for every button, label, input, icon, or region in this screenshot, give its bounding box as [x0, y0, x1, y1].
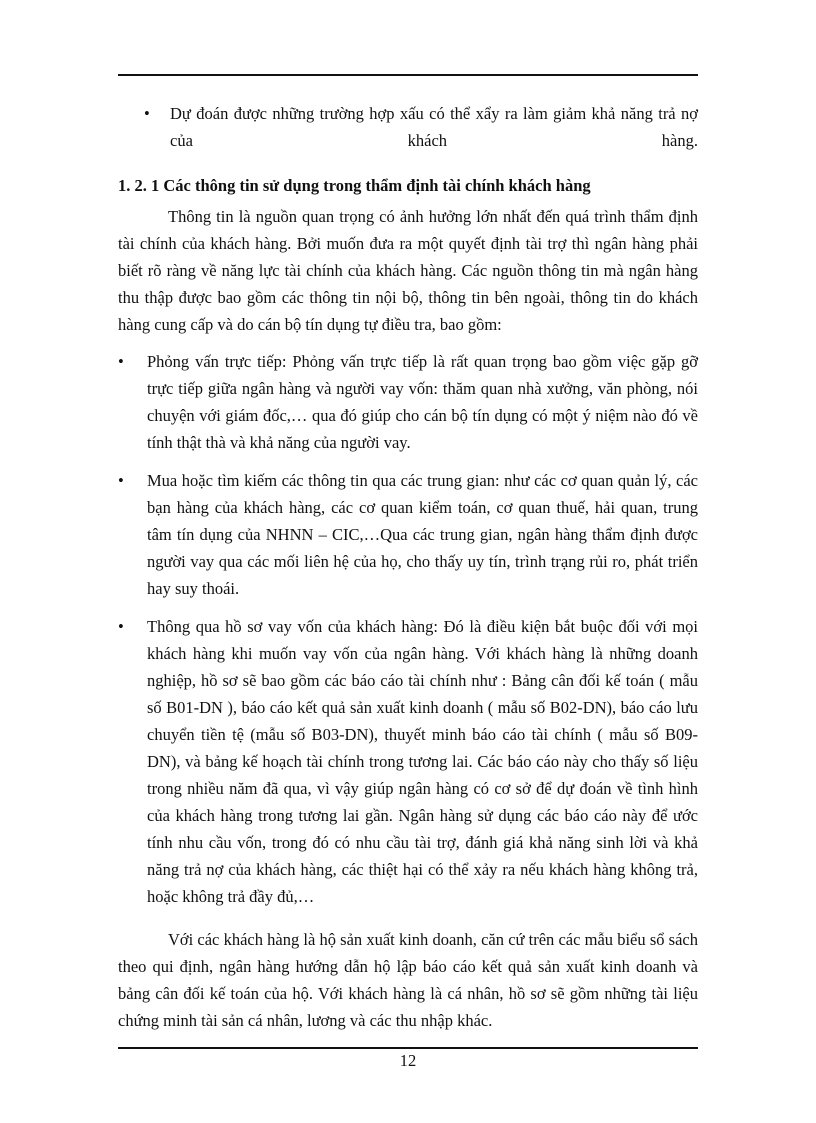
intro-paragraph: Thông tin là nguồn quan trọng có ảnh hưởng lớn nhất đến quá trình thẩm định tài chính của khách hàng. Bởi muốn đưa ra một quyết định tài trợ thì ngân hàng phải biết rõ ràng về năng lực tài chính của khách hàng. Các nguồn thông tin mà ngân hàng thu thập được bao gồm các thông tin nội bộ, thông tin bên ngoài, thông tin do khách hàng cung cấp và do cán bộ tín dụng tự điều tra, bao gồm: [118, 207, 698, 334]
page-content [118, 100, 698, 1044]
continued-bullet-item [118, 100, 698, 154]
bullet-text: Thông qua hồ sơ vay vốn của khách hàng: Đó là điều kiện bắt buộc đối với mọi khách hàng khi muốn vay vốn của ngân hàng. Với khách hàng là những doanh nghiệp, hồ sơ sẽ bao gồm các báo cáo tài chính như : Bảng cân đối kế toán ( mẫu số B01-DN ), báo cáo kết quả sản xuất kinh doanh ( mẫu số B02-DN), báo cáo lưu chuyển tiền tệ (mẫu số B03-DN), thuyết minh báo cáo tài chính ( mẫu số B09-DN), và bảng kế hoạch tài chính trong tương lai. Các báo cáo này cho thấy số liệu trong nhiều năm đã qua, vì vậy giúp ngân hàng có cơ sở để dự đoán về tình hình của khách hàng trong tương lai gần. Ngân hàng sử dụng các báo cáo này để ước tính nhu cầu vốn, trong đó có nhu cầu tài trợ, đánh giá khả năng sinh lời và khả năng trả nợ của khách hàng, các thiệt hại có thể xảy ra nếu khách hàng không trả, hoặc không trả đầy đủ,… [147, 617, 698, 906]
header-rule [118, 74, 698, 76]
closing-paragraph: Với các khách hàng là hộ sản xuất kinh doanh, căn cứ trên các mẫu biểu sổ sách theo qui định, ngân hàng hướng dẫn hộ lập báo cáo kết quả sản xuất kinh doanh và bảng cân đối kế toán của hộ. Với khách hàng là cá nhân, hồ sơ sẽ gồm những tài liệu chứng minh tài sản cá nhân, lương và các thu nhập khác. [118, 930, 698, 1030]
bullet-icon: • [118, 617, 124, 636]
bullet-text: Phỏng vấn trực tiếp: Phỏng vấn trực tiếp là rất quan trọng bao gồm việc gặp gỡ trực tiếp giữa ngân hàng và người vay vốn: thăm quan nhà xưởng, văn phòng, nói chuyện với giám đốc,… qua đó giúp cho cán bộ tín dụng có một ý niệm nào đó về tính thật thà và khả năng của người vay. [147, 352, 698, 452]
bullet-text: Mua hoặc tìm kiếm các thông tin qua các trung gian: như các cơ quan quản lý, các bạn hàng của khách hàng, các cơ quan kiểm toán, cơ quan thuế, hải quan, trung tâm tín dụng của NHNN – CIC,…Qua các trung gian, ngân hàng thẩm định được người vay qua các mối liên hệ của họ, cho thấy uy tín, trình trạng rủi ro, phát triển hay suy thoái. [147, 471, 698, 598]
bullet-icon: • [144, 104, 150, 123]
page-number: 12 [399, 1051, 417, 1070]
bullet-item-interview [118, 348, 698, 456]
bullet-icon: • [118, 352, 124, 371]
bullet-item-loan-dossier [118, 613, 698, 910]
bullet-icon: • [118, 471, 124, 490]
bullet-item-intermediaries [118, 467, 698, 602]
section-heading: 1. 2. 1 Các thông tin sử dụng trong thẩm định tài chính khách hàng [118, 176, 591, 195]
footer-rule [118, 1047, 698, 1049]
continued-bullet-text: Dự đoán được những trường hợp xấu có thể xẩy ra làm giảm khả năng trả nợ của khách hàng. [170, 104, 698, 150]
